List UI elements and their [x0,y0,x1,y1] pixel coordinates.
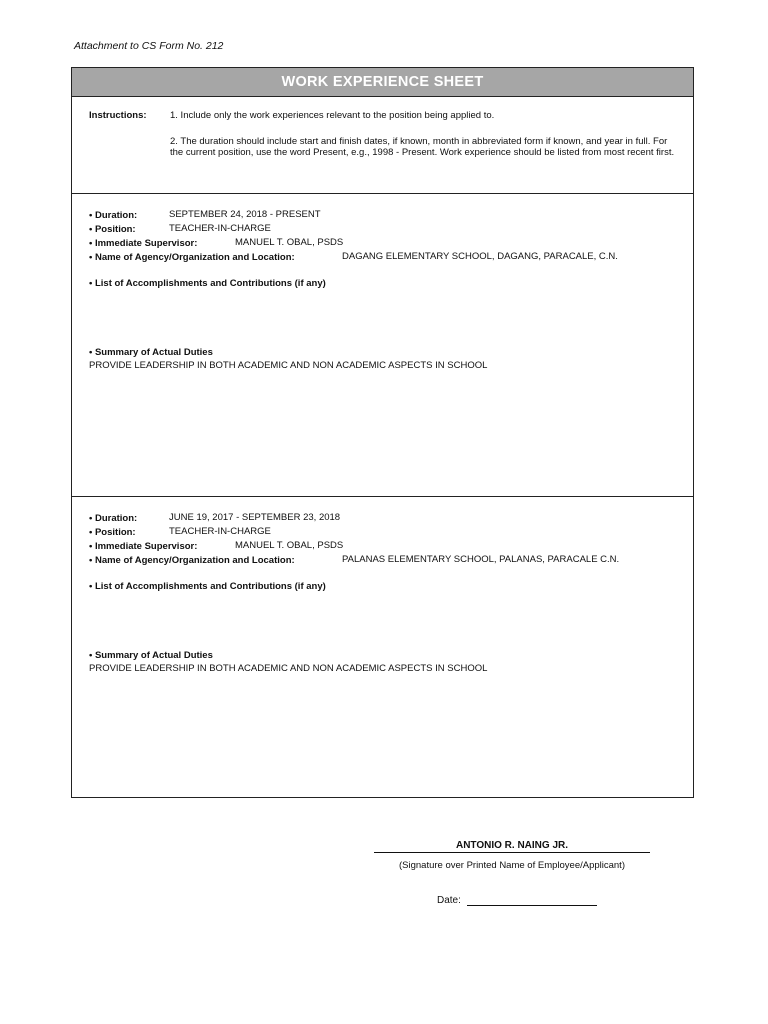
position-row [89,527,136,538]
supervisor-row [89,541,197,552]
agency-value: DAGANG ELEMENTARY SCHOOL, DAGANG, PARACALE, C.N. [342,251,618,262]
date-field[interactable] [467,905,597,906]
position-label: • Position: [89,527,136,538]
position-label: • Position: [89,224,136,235]
supervisor-label: • Immediate Supervisor: [89,541,198,552]
duration-label: • Duration: [89,210,138,221]
position-value: TEACHER-IN-CHARGE [169,223,271,234]
duties-value: PROVIDE LEADERSHIP IN BOTH ACADEMIC AND NON ACADEMIC ASPECTS IN SCHOOL [89,360,488,371]
instructions-label: Instructions: [89,110,147,121]
agency-row [89,252,295,263]
work-entry [72,194,693,496]
duties-label: • Summary of Actual Duties [89,347,213,358]
agency-label: • Name of Agency/Organization and Location: [89,252,295,263]
supervisor-label: • Immediate Supervisor: [89,238,198,249]
agency-label: • Name of Agency/Organization and Location: [89,555,295,566]
duties-label: • Summary of Actual Duties [89,650,213,661]
duties-value: PROVIDE LEADERSHIP IN BOTH ACADEMIC AND NON ACADEMIC ASPECTS IN SCHOOL [89,663,488,674]
signature-caption: (Signature over Printed Name of Employee/Applicant) [398,860,625,871]
supervisor-value: MANUEL T. OBAL, PSDS [235,237,344,248]
position-row [89,224,136,235]
sheet-title: WORK EXPERIENCE SHEET [72,68,693,97]
duration-label: • Duration: [89,513,138,524]
work-experience-sheet [71,67,694,798]
signature-line [374,852,650,853]
accomplishments-label: • List of Accomplishments and Contributions (if any) [89,581,326,592]
duration-value: SEPTEMBER 24, 2018 - PRESENT [169,209,321,220]
instructions-section [72,97,693,194]
supervisor-value: MANUEL T. OBAL, PSDS [235,540,344,551]
accomplishments-label: • List of Accomplishments and Contributions (if any) [89,278,326,289]
accomplishments-row [89,581,326,592]
duties-row [89,650,213,661]
duration-value: JUNE 19, 2017 - SEPTEMBER 23, 2018 [169,512,341,523]
work-entry [72,496,693,799]
instruction-item-2: 2. The duration should include start and finish dates, if known, month in abbreviated form if known, and year in full. For the current position, use the word Present, e.g., 1998 - Present. Work experience should be listed from most recent first. [170,136,675,158]
agency-row [89,555,295,566]
agency-value: PALANAS ELEMENTARY SCHOOL, PALANAS, PARACALE C.N. [342,554,620,565]
accomplishments-row [89,278,326,289]
position-value: TEACHER-IN-CHARGE [169,526,271,537]
attachment-note: Attachment to CS Form No. 212 [74,40,224,52]
duration-row [89,210,137,221]
supervisor-row [89,238,197,249]
signatory-name: ANTONIO R. NAING JR. [455,840,569,851]
date-label: Date: [437,895,461,906]
instruction-item-1: 1. Include only the work experiences relevant to the position being applied to. [170,110,495,121]
duties-row [89,347,213,358]
duration-row [89,513,137,524]
